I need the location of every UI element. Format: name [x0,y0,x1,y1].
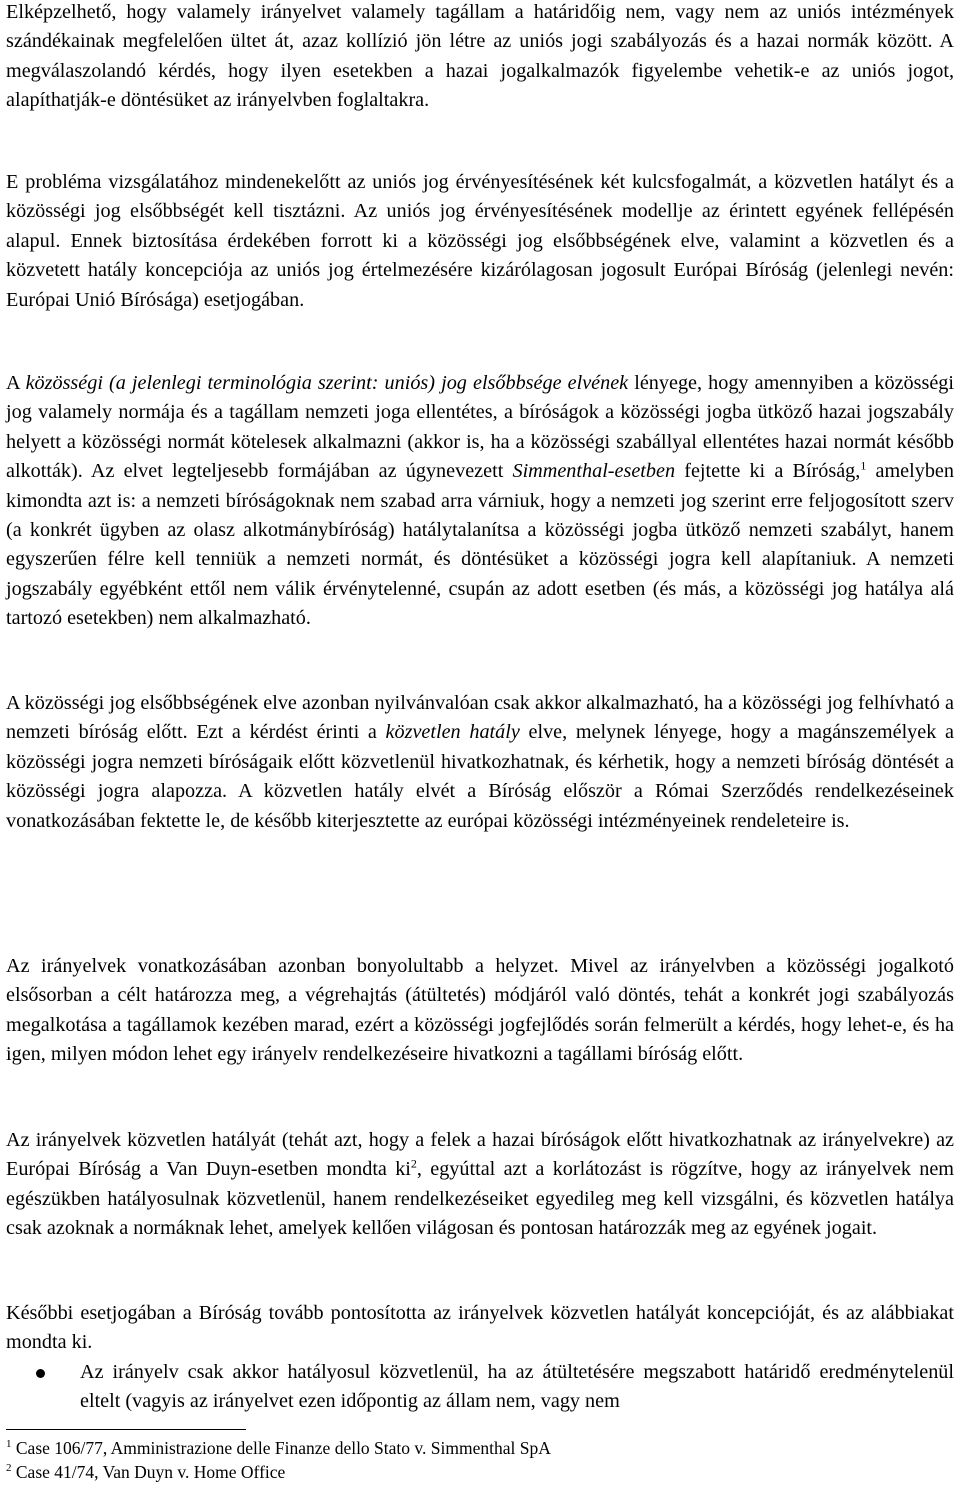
footnote-number: 1 [6,1438,12,1451]
paragraph-3-text-c: lényege, hogy amennyiben a közösségi jog valamely normája és a tagállam nemzeti joga ellentétes, a bíróságok a közösségi jogba ütköző hazai jogszabály helyett a közösségi normát kötelesek alkalmazni (akkor is, ha a közösségi szabállyal ellentétes hazai normát később alkották). Az elvet legteljesebb formájában az úgynevezett [6,372,955,483]
footnote-number: 2 [6,1462,12,1475]
list-item [6,1358,954,1417]
paragraph-3-text-e: fejtette ki a Bíróság, [675,460,861,483]
footnote-text: Case 106/77, Amministrazione delle Finanze dello Stato v. Simmenthal SpA [11,1438,551,1458]
footnote-2 [6,1460,954,1484]
footnote-text: Case 41/74, Van Duyn v. Home Office [11,1462,286,1482]
direct-effect-term: közvetlen hatály [385,721,520,744]
footnote-ref-2: 2 [410,1156,417,1171]
primacy-principle-term: közösségi (a jelenlegi terminológia szerint: uniós) jog elsőbbsége elvének [25,372,629,394]
bullet-dot-icon [36,1369,45,1378]
paragraph-3-text-a: A [6,372,26,394]
paragraph-5: Az irányelvek vonatkozásában azonban bonyolultabb a helyzet. Mivel az irányelvben a közösségi jogalkotó elsősorban a célt határozza meg, a végrehajtás (átültetés) módjáról való döntés, tehát a konkrét jogi szabályozás megalkotása a tagállamok kezében marad, ezért a közösségi jogfejlődés során felmerült a kérdés, hogy lehet-e, és ha igen, milyen módon lehet egy irányelv rendelkezéseire hivatkozni a tagállami bíróság előtt. [6,955,954,1066]
paragraph-6 [6,1126,954,1244]
paragraph-4-text-c: elve, melynek lényege, hogy a magánszemélyek a közösségi jogra nemzeti bíróságaik előtt közvetlenül hivatkozhatnak, és kérhetik, hogy a nemzeti bíróság döntését a közösségi jogra alapozza. A közvetlen hatály elvét a Bíróság először a Római Szerződés rendelkezéseinek vonatkozásában fektette le, de később kiterjesztette az európai közösségi intézményeinek rendeleteire is. [6,721,954,832]
footnote-divider [6,1429,246,1430]
footnote-1 [6,1436,954,1460]
bullet-list [6,1358,954,1417]
paragraph-4-text-a: A közösségi jog elsőbbségének elve azonban nyilvánvalóan csak akkor alkalmazható, ha a közösségi jog felhívható a nemzeti bíróság előtt. Ezt a kérdést érinti a [6,692,954,744]
paragraph-6-text-a: Az irányelvek közvetlen hatályát (tehát azt, hogy a felek a hazai bíróságok előtt hivatkozhatnak az irányelvekre) az Európai Bíróság a Van Duyn-esetben mondta ki [6,1129,954,1181]
footnote-ref-1: 1 [860,458,867,473]
paragraph-3 [6,369,954,634]
paragraph-2: E probléma vizsgálatához mindenekelőtt az uniós jog érvényesítésének két kulcsfogalmát, a közvetlen hatályt és a közösségi jog elsőbbségét kell tisztázni. Az uniós jog érvényesítésének modellje az érintett egyének fellépésén alapul. Ennek biztosítása érdekében forrott ki a közösségi jog elsőbbségének elve, valamint a közvetlen és a közvetett hatály koncepciója az uniós jog értelmezésére kizárólagosan jogosult Európai Bíróság (jelenlegi nevén: Európai Unió Bírósága) esetjogában. [6,171,954,311]
paragraph-6-text-b: , egyúttal azt a korlátozást is rögzítve, hogy az irányelvek nem egészükben hatályosulnak közvetlenül, hanem rendelkezéseiket egyedileg meg kell vizsgálni, és közvetlen hatálya csak azoknak a normáknak lehet, amelyek kellően világosan és pontosan határozzák meg az egyének jogait. [6,1158,954,1240]
footnotes [6,1436,954,1484]
paragraph-4 [6,689,954,836]
paragraph-1: Elképzelhető, hogy valamely irányelvet valamely tagállam a határidőig nem, vagy nem az uniós intézmények szándékainak megfelelően ültet át, azaz kollízió jön létre az uniós jogi szabályozás és a hazai normák között. A megválaszolandó kérdés, hogy ilyen esetekben a hazai jogalkalmazók figyelembe vehetik-e az uniós jogot, alapíthatják-e döntésüket az irányelvben foglaltakra. [6,1,954,112]
paragraph-7: Későbbi esetjogában a Bíróság tovább pontosította az irányelvek közvetlen hatályát koncepcióját, és az alábbiakat mondta ki. [6,1302,954,1354]
simmenthal-case-term: Simmenthal-esetben [512,460,676,483]
paragraph-3-text-f: amelyben kimondta azt is: a nemzeti bíróságoknak nem szabad arra várniuk, hogy a nemzeti jog szerint erre feljogosított szerv (a konkrét ügyben az olasz alkotmánybíróság) hatálytalanítsa a közösségi jogba ütköző nemzeti szabályt, hanem egyszerűen félre kell tenniük a nemzeti normát, és döntésüket a közösségi jogra kell alapítaniuk. A nemzeti jogszabály egyébként ettől nem válik érvénytelenné, csupán az adott esetben (és más, a közösségi jog hatálya alá tartozó esetekben) nem alkalmazható. [6,460,954,630]
list-item-text: Az irányelv csak akkor hatályosul közvetlenül, ha az átültetésére megszabott határidő eredménytelenül eltelt (vagyis az irányelvet ezen időpontig az állam nem, vagy nem [80,1361,954,1413]
